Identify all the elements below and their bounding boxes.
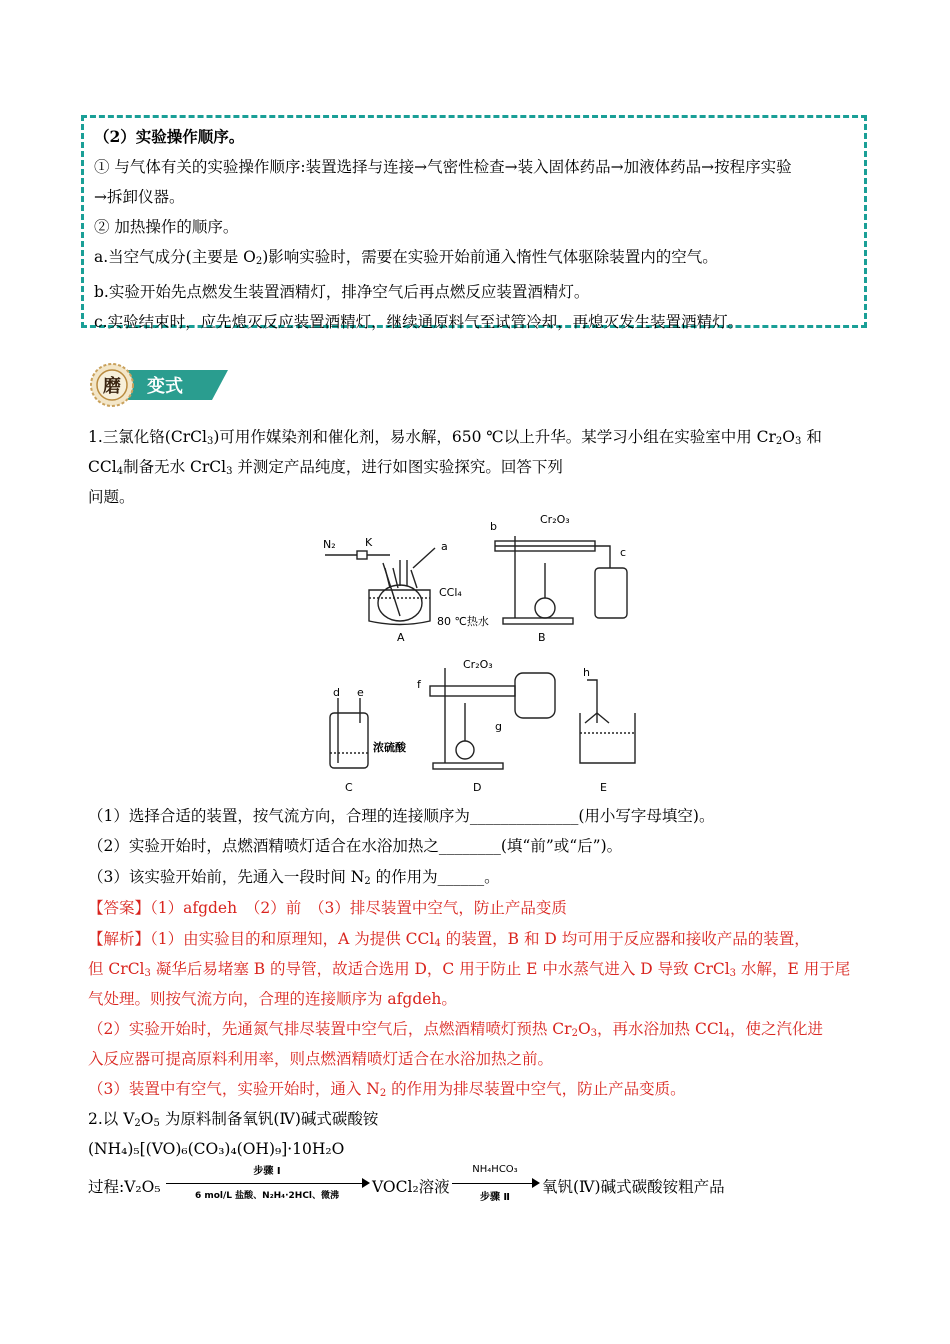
process-mid: VOCl₂溶液 bbox=[372, 1178, 450, 1196]
q2-stem-line1: 2.以 $V_2O_5$ 为原料制备氧钒(Ⅳ)碱式碳酸铵 bbox=[88, 1110, 379, 1129]
apparatus-d bbox=[417, 658, 555, 794]
banner-badge: 磨 bbox=[103, 376, 121, 397]
label-c: c bbox=[620, 546, 627, 559]
label-C: C bbox=[345, 781, 353, 794]
label-hot-water: 80 ℃热水 bbox=[437, 615, 489, 628]
q1-analysis-line1: 【解析】（1）由实验目的和原理知，A 为提供 CCl$_4$ 的装置，B 和 D 均可用于反应器和接收产品的装置， bbox=[88, 930, 810, 949]
label-n2: N₂ bbox=[323, 538, 336, 551]
label-a: a bbox=[441, 540, 448, 553]
step2-arrow: NH₄HCO₃ 步骤 Ⅱ bbox=[450, 1162, 540, 1206]
q1-analysis-line5: 入反应器可提高原料利用率，则点燃酒精喷灯适合在水浴加热之前。 bbox=[88, 1050, 554, 1068]
q1-sub3: （3）该实验开始前，先通入一段时间 $N_2$ 的作用为______。 bbox=[88, 868, 500, 887]
label-d: d bbox=[333, 686, 340, 699]
notes-item-c: c.实验结束时，应先熄灭反应装置酒精灯，继续通原料气至试管冷却，再熄灭发生装置酒精灯。 bbox=[94, 313, 744, 331]
label-B: B bbox=[538, 631, 546, 644]
q1-stem-line3: 问题。 bbox=[88, 488, 135, 506]
notes-item-1a: ① 与气体有关的实验操作顺序:装置选择与连接→气密性检查→装入固体药品→加液体药品→按程序实验 bbox=[94, 158, 792, 176]
banner-label: 变式 bbox=[147, 376, 183, 397]
apparatus-b bbox=[490, 513, 627, 644]
q1-analysis-line3: 气处理。则按气流方向，合理的连接顺序为 afgdeh。 bbox=[88, 990, 457, 1008]
step1-arrow: 步骤 Ⅰ 6 mol/L 盐酸、N₂H₄·2HCl、微沸 bbox=[164, 1162, 370, 1206]
process-end: 氧钒(Ⅳ)碱式碳酸铵粗产品 bbox=[542, 1178, 725, 1196]
q1-analysis-line6: （3）装置中有空气，实验开始时，通入 $N_2$ 的作用为排尽装置中空气，防止产品变质。 bbox=[88, 1080, 686, 1099]
notes-title: （2）实验操作顺序。 bbox=[94, 127, 245, 146]
notes-item-a: a.当空气成分(主要是 $O_2$)影响实验时，需要在实验开始前通入惰性气体驱除装置内的空气。 bbox=[94, 248, 718, 267]
q1-stem-line2: CCl$_4$制备无水 CrCl$_3$ 并测定产品纯度，进行如图实验探究。回答下列 bbox=[88, 458, 563, 477]
q1-sub2: （2）实验开始时，点燃酒精喷灯适合在水浴加热之________(填“前”或“后”)。 bbox=[88, 837, 623, 855]
label-A: A bbox=[397, 631, 405, 644]
q1-answer: 【答案】（1）afgdeh （2）前 （3）排尽装置中空气，防止产品变质 bbox=[88, 899, 567, 917]
section-banner bbox=[90, 362, 230, 408]
q2-process bbox=[88, 1162, 848, 1206]
label-cr2o3-d: Cr₂O₃ bbox=[463, 658, 493, 671]
apparatus-e bbox=[580, 666, 635, 794]
label-b: b bbox=[490, 520, 497, 533]
q1-stem-line1: 1.三氯化铬(CrCl$_3$)可用作媒染剂和催化剂，易水解，650 ℃以上升华。某学习小组在实验室中用 $Cr_2O_3$ 和 bbox=[88, 428, 822, 447]
label-f: f bbox=[417, 678, 421, 691]
label-g: g bbox=[495, 720, 502, 733]
q1-analysis-line2: 但 CrCl$_3$ 凝华后易堵塞 B 的导管，故适合选用 D，C 用于防止 E 中水蒸气进入 D 导致 CrCl$_3$ 水解，E 用于尾 bbox=[88, 960, 851, 979]
apparatus-c bbox=[330, 686, 407, 794]
q2-formula: (NH₄)₅[(VO)₆(CO₃)₄(OH)₉]·10H₂O bbox=[88, 1140, 345, 1158]
q1-analysis-line4: （2）实验开始时，先通氮气排尽装置中空气后，点燃酒精喷灯预热 $Cr_2O_3$，再水浴加热 CCl$_4$，使之汽化进 bbox=[88, 1020, 824, 1039]
apparatus-a bbox=[323, 536, 489, 644]
process-start: 过程:V₂O₅ bbox=[88, 1178, 161, 1196]
label-E: E bbox=[600, 781, 607, 794]
label-k: K bbox=[365, 536, 373, 549]
label-h: h bbox=[583, 666, 590, 679]
label-h2so4: 浓硫酸 bbox=[373, 741, 406, 754]
q1-sub1: （1）选择合适的装置，按气流方向，合理的连接顺序为______________(用小写字母填空)。 bbox=[88, 807, 715, 825]
notes-item-b: b.实验开始先点燃发生装置酒精灯，排净空气后再点燃反应装置酒精灯。 bbox=[94, 283, 590, 301]
notes-item-1b: →拆卸仪器。 bbox=[94, 188, 185, 206]
apparatus-diagram bbox=[305, 508, 650, 800]
label-cr2o3-b: Cr₂O₃ bbox=[540, 513, 570, 526]
notes-box bbox=[81, 115, 867, 331]
label-D: D bbox=[473, 781, 482, 794]
notes-item-2: ② 加热操作的顺序。 bbox=[94, 218, 239, 236]
label-e: e bbox=[357, 686, 364, 699]
label-ccl4: CCl₄ bbox=[439, 586, 462, 599]
